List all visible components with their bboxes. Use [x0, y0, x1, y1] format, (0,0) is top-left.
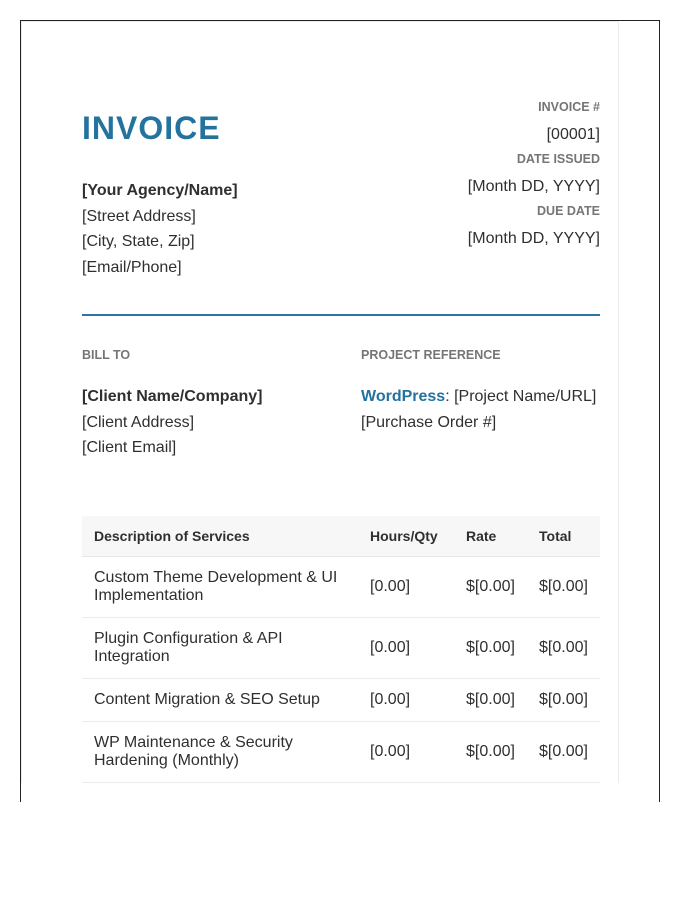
- row-qty: [0.00]: [360, 679, 452, 722]
- purchase-order: [Purchase Order #]: [361, 413, 497, 431]
- row-rate: $[0.00]: [452, 722, 527, 783]
- header-divider: [82, 314, 600, 316]
- project-reference-label: PROJECT REFERENCE: [361, 348, 501, 362]
- client-address: [Client Address]: [82, 413, 195, 431]
- bill-to-block: [82, 384, 262, 461]
- project-name-line: [361, 384, 596, 410]
- row-description: WP Maintenance & Security Hardening (Monthly): [82, 722, 360, 783]
- table-row: [82, 722, 600, 783]
- table-row: [82, 557, 600, 618]
- project-reference-block: [361, 384, 596, 435]
- row-qty: [0.00]: [360, 722, 452, 783]
- column-header-description: Description of Services: [82, 516, 360, 557]
- row-description: Plugin Configuration & API Integration: [82, 618, 360, 679]
- client-email: [Client Email]: [82, 439, 177, 457]
- column-header-rate: Rate: [452, 516, 527, 557]
- invoice-meta: [340, 98, 600, 254]
- row-total: $[0.00]: [527, 557, 600, 618]
- row-rate: $[0.00]: [452, 679, 527, 722]
- sender-city: [City, State, Zip]: [82, 233, 195, 251]
- column-header-qty: Hours/Qty: [360, 516, 452, 557]
- platform-name: WordPress: [361, 388, 446, 405]
- row-qty: [0.00]: [360, 618, 452, 679]
- column-header-total: Total: [527, 516, 600, 557]
- due-date-label: DUE DATE: [537, 204, 600, 218]
- row-rate: $[0.00]: [452, 618, 527, 679]
- row-total: $[0.00]: [527, 679, 600, 722]
- row-description: Custom Theme Development & UI Implementation: [82, 557, 360, 618]
- project-separator: :: [445, 388, 450, 405]
- sender-address: [82, 178, 238, 281]
- sender-contact: [Email/Phone]: [82, 259, 182, 277]
- services-table: [82, 516, 600, 783]
- row-total: $[0.00]: [527, 722, 600, 783]
- row-qty: [0.00]: [360, 557, 452, 618]
- date-issued-value: [Month DD, YYYY]: [467, 178, 600, 195]
- table-row: [82, 618, 600, 679]
- project-name: [Project Name/URL]: [449, 388, 597, 405]
- date-issued-label: DATE ISSUED: [516, 152, 600, 166]
- sender-street: [Street Address]: [82, 207, 196, 225]
- invoice-number-value: [00001]: [546, 126, 600, 143]
- row-rate: $[0.00]: [452, 557, 527, 618]
- table-row: [82, 679, 600, 722]
- invoice-number-label: INVOICE #: [538, 100, 600, 114]
- table-header-row: [82, 516, 600, 557]
- row-description: Content Migration & SEO Setup: [82, 679, 360, 722]
- due-date-value: [Month DD, YYYY]: [467, 230, 600, 247]
- client-name: [Client Name/Company]: [82, 388, 263, 405]
- row-total: $[0.00]: [527, 618, 600, 679]
- bill-to-label: BILL TO: [82, 348, 131, 362]
- sender-name: [Your Agency/Name]: [82, 182, 238, 199]
- invoice-title: INVOICE: [82, 110, 221, 146]
